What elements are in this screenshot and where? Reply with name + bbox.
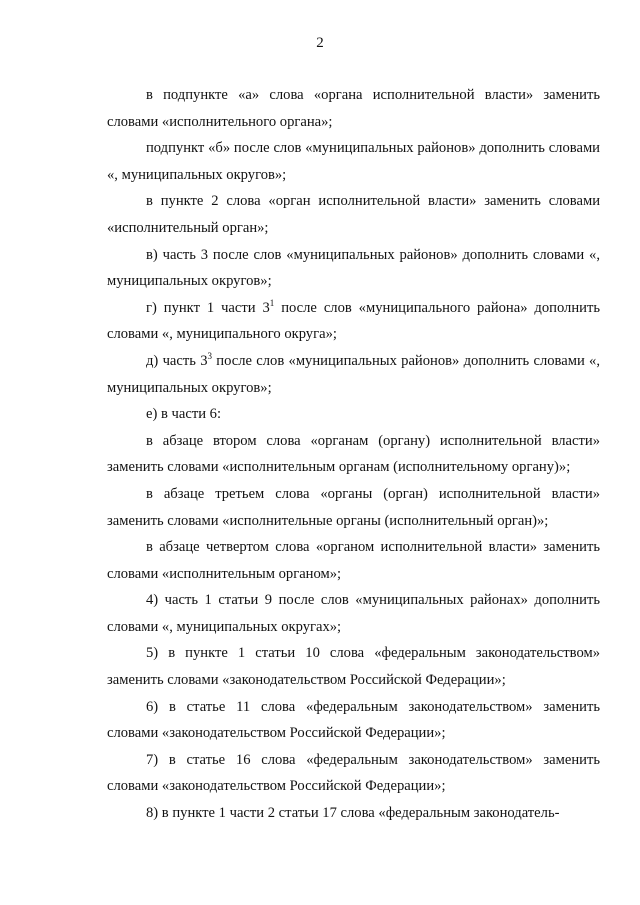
superscript-index: 1 <box>269 297 275 308</box>
paragraph-subitem-a: в подпункте «а» слова «органа исполнительной власти» заменить словами «исполнительного органа»; <box>107 87 600 130</box>
paragraph-d-part-3-3 <box>107 348 600 401</box>
page-number: 2 <box>316 35 324 51</box>
paragraph-item-7: 7) в статье 16 слова «федеральным законодательством» заменить словами «законодательством Российской Федерации»; <box>107 751 600 795</box>
paragraph-text-after: после слов «муниципальных районов» дополнить словами «, муниципальных округов»; <box>107 352 600 396</box>
document-body <box>107 82 600 827</box>
paragraph-item-5: 5) в пункте 1 статьи 10 слова «федеральным законодательством» заменить словами «законодательством Российской Федерации»; <box>107 645 600 689</box>
paragraph-item-8: 8) в пункте 1 части 2 статьи 17 слова «федеральным законодатель- <box>146 805 560 822</box>
paragraph-text-before: г) пункт 1 части 3 <box>146 299 270 316</box>
paragraph-text-after: после слов «муниципального района» дополнить словами «, муниципального округа»; <box>107 299 600 343</box>
paragraph-text-before: д) часть 3 <box>146 352 208 369</box>
paragraph-v-part-3: в) часть 3 после слов «муниципальных районов» дополнить словами «, муниципальных округов»; <box>107 246 600 290</box>
paragraph-item-2: в пункте 2 слова «орган исполнительной власти» заменить словами «исполнительный орган»; <box>107 193 600 236</box>
paragraph-item-6: 6) в статье 11 слова «федеральным законодательством» заменить словами «законодательством Российской Федерации»; <box>107 698 600 742</box>
paragraph-g-item-1-part-3-1 <box>107 295 600 348</box>
paragraph-item-4: 4) часть 1 статьи 9 после слов «муниципальных районах» дополнить словами «, муниципальных округах»; <box>107 592 600 635</box>
paragraph-third-abzac: в абзаце третьем слова «органы (орган) исполнительной власти» заменить словами «исполнительные органы (исполнительный орган)»; <box>107 485 600 529</box>
superscript-index: 3 <box>207 350 212 361</box>
paragraph-second-abzac: в абзаце втором слова «органам (органу) исполнительной власти» заменить словами «исполнительным органам (исполнительному органу)»; <box>107 432 600 476</box>
paragraph-fourth-abzac: в абзаце четвертом слова «органом исполнительной власти» заменить словами «исполнительным органом»; <box>107 539 600 582</box>
paragraph-e-part-6: е) в части 6: <box>146 406 222 423</box>
paragraph-subitem-b: подпункт «б» после слов «муниципальных районов» дополнить словами «, муниципальных округов»; <box>107 140 600 183</box>
